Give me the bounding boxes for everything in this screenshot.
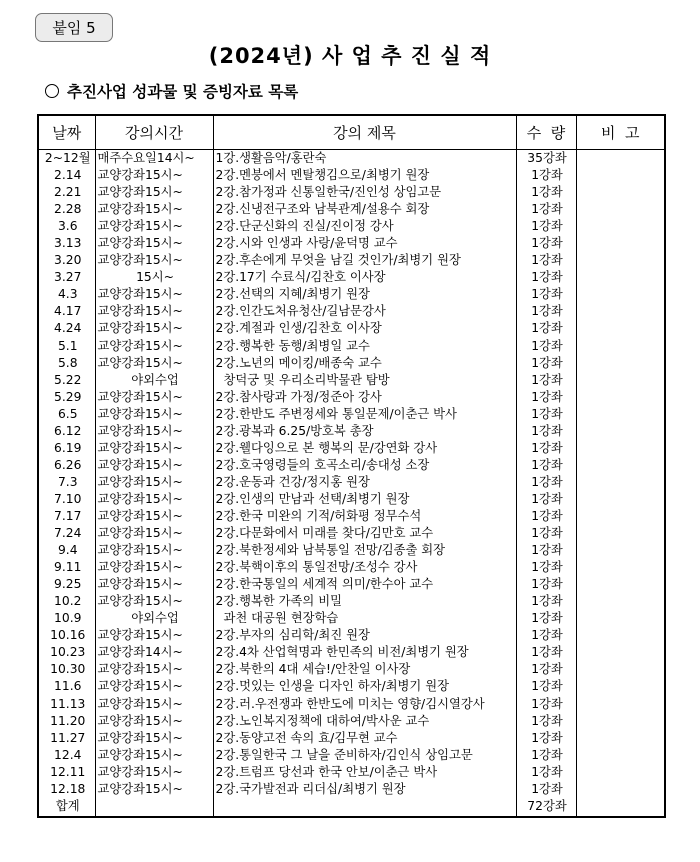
qty-cell: 1강좌 [516,644,576,661]
time-cell: 야외수업 [95,610,213,627]
table-row [38,269,665,286]
table-row [38,713,665,730]
lecture-cell: 2강.부자의 심리학/최진 원장 [213,627,516,644]
time-cell: 교양강좌15시~ [95,355,213,372]
table-row [38,747,665,764]
circle-bullet-icon [45,84,59,98]
qty-cell: 1강좌 [516,457,576,474]
note-cell [576,355,665,372]
table-row [38,576,665,593]
time-cell: 교양강좌15시~ [95,201,213,218]
qty-cell: 1강좌 [516,696,576,713]
table-row [38,167,665,184]
time-cell: 교양강좌15시~ [95,457,213,474]
qty-cell: 1강좌 [516,713,576,730]
time-cell: 15시~ [95,269,213,286]
date-cell: 7.24 [38,525,95,542]
table-row [38,150,665,168]
page-title: (2024년) 사 업 추 진 실 적 [208,44,492,68]
note-cell [576,730,665,747]
qty-cell: 1강좌 [516,747,576,764]
lecture-cell: 2강.웰다잉으로 본 행복의 문/강연화 강사 [213,440,516,457]
qty-cell: 1강좌 [516,542,576,559]
table-row [38,542,665,559]
qty-cell: 1강좌 [516,338,576,355]
time-cell: 매주수요일14시~ [95,150,213,168]
qty-cell: 1강좌 [516,764,576,781]
time-cell: 교양강좌15시~ [95,696,213,713]
qty-cell: 1강좌 [516,218,576,235]
note-cell [576,320,665,337]
note-cell [576,525,665,542]
date-cell: 6.19 [38,440,95,457]
date-cell: 4.24 [38,320,95,337]
note-cell [576,167,665,184]
col-header-date: 날짜 [38,115,95,150]
time-cell: 교양강좌15시~ [95,508,213,525]
date-cell: 10.16 [38,627,95,644]
date-cell: 11.13 [38,696,95,713]
lecture-cell: 2강.광복과 6.25/방호복 총장 [213,423,516,440]
time-cell: 교양강좌15시~ [95,286,213,303]
qty-cell: 1강좌 [516,576,576,593]
lecture-cell: 2강.트럼프 당선과 한국 안보/이춘근 박사 [213,764,516,781]
col-header-lecture: 강의 제목 [213,115,516,150]
note-cell [576,252,665,269]
note-cell [576,678,665,695]
note-cell [576,269,665,286]
table-row [38,661,665,678]
time-cell: 교양강좌15시~ [95,218,213,235]
date-cell: 12.4 [38,747,95,764]
note-cell [576,508,665,525]
date-cell: 7.17 [38,508,95,525]
table-row [38,525,665,542]
table-row [38,440,665,457]
qty-cell: 1강좌 [516,320,576,337]
date-cell: 6.26 [38,457,95,474]
date-cell: 7.3 [38,474,95,491]
date-cell: 11.20 [38,713,95,730]
note-cell [576,696,665,713]
date-cell: 7.10 [38,491,95,508]
qty-cell: 1강좌 [516,389,576,406]
qty-cell: 1강좌 [516,508,576,525]
lecture-cell: 2강.멋있는 인생을 디자인 하자/최병기 원장 [213,678,516,695]
time-cell: 교양강좌15시~ [95,184,213,201]
lecture-cell: 2강.러.우전쟁과 한반도에 미치는 영향/김시열강사 [213,696,516,713]
time-cell: 교양강좌15시~ [95,474,213,491]
time-cell: 교양강좌15시~ [95,235,213,252]
col-header-qty: 수 량 [516,115,576,150]
note-cell [576,286,665,303]
note-cell [576,713,665,730]
lecture-cell: 2강.동양고전 속의 효/김무현 교수 [213,730,516,747]
table-row [38,355,665,372]
table-row [38,235,665,252]
total-note-cell [576,798,665,817]
note-cell [576,627,665,644]
note-cell [576,201,665,218]
table-row [38,678,665,695]
time-cell: 교양강좌15시~ [95,491,213,508]
date-cell: 2~12월 [38,150,95,168]
time-cell: 교양강좌15시~ [95,406,213,423]
table-row [38,593,665,610]
qty-cell: 1강좌 [516,593,576,610]
note-cell [576,218,665,235]
date-cell: 3.6 [38,218,95,235]
lecture-cell: 2강.행복한 가족의 비밀 [213,593,516,610]
date-cell: 4.17 [38,303,95,320]
lecture-cell: 2강.북핵이후의 통일전망/조성수 강사 [213,559,516,576]
note-cell [576,372,665,389]
lecture-cell: 2강.호국영령들의 호곡소리/송대성 소장 [213,457,516,474]
qty-cell: 1강좌 [516,525,576,542]
lecture-cell: 2강.북한정세와 남북통일 전망/김종출 회장 [213,542,516,559]
table-row [38,389,665,406]
date-cell: 10.2 [38,593,95,610]
table-row [38,644,665,661]
qty-cell: 1강좌 [516,252,576,269]
date-cell: 5.8 [38,355,95,372]
lecture-cell: 창덕궁 및 우리소리박물관 탐방 [213,372,516,389]
lecture-cell: 2강.한반도 주변정세와 통일문제/이춘근 박사 [213,406,516,423]
qty-cell: 1강좌 [516,355,576,372]
date-cell: 2.28 [38,201,95,218]
date-cell: 4.3 [38,286,95,303]
lecture-cell: 2강.노년의 메이킹/배종숙 교수 [213,355,516,372]
note-cell [576,457,665,474]
time-cell: 교양강좌15시~ [95,440,213,457]
time-cell: 교양강좌15시~ [95,167,213,184]
lecture-cell: 2강.다문화에서 미래를 찾다/김만호 교수 [213,525,516,542]
lecture-cell: 2강.4차 산업혁명과 한민족의 비전/최병기 원장 [213,644,516,661]
time-cell: 교양강좌15시~ [95,730,213,747]
date-cell: 9.4 [38,542,95,559]
time-cell: 교양강좌15시~ [95,678,213,695]
note-cell [576,440,665,457]
table-row [38,286,665,303]
lecture-cell: 2강.후손에게 무엇을 남길 것인가/최병기 원장 [213,252,516,269]
date-cell: 6.5 [38,406,95,423]
lecture-cell: 2강.참사랑과 가정/정준아 강사 [213,389,516,406]
table-row [38,491,665,508]
lecture-cell: 2강.운동과 건강/정지홍 원장 [213,474,516,491]
lecture-cell: 2강.국가발전과 리더십/최병기 원장 [213,781,516,798]
note-cell [576,389,665,406]
qty-cell: 1강좌 [516,184,576,201]
lecture-cell: 2강.단군신화의 진실/진이정 강사 [213,218,516,235]
table-row [38,696,665,713]
note-cell [576,474,665,491]
date-cell: 10.30 [38,661,95,678]
total-time-cell [95,798,213,817]
lecture-cell: 2강.17기 수료식/김찬호 이사장 [213,269,516,286]
total-row [38,798,665,817]
qty-cell: 1강좌 [516,269,576,286]
date-cell: 5.29 [38,389,95,406]
table-row [38,303,665,320]
table-row [38,781,665,798]
table-row [38,423,665,440]
date-cell: 12.11 [38,764,95,781]
total-label: 합계 [38,798,95,817]
date-cell: 9.11 [38,559,95,576]
qty-cell: 1강좌 [516,781,576,798]
note-cell [576,184,665,201]
attachment-badge: 붙임 5 [35,13,113,42]
lecture-cell: 과천 대공원 현장학습 [213,610,516,627]
time-cell: 교양강좌15시~ [95,542,213,559]
date-cell: 3.20 [38,252,95,269]
note-cell [576,661,665,678]
table-row [38,406,665,423]
table-row [38,610,665,627]
qty-cell: 1강좌 [516,167,576,184]
table-row [38,474,665,491]
date-cell: 11.6 [38,678,95,695]
table-row [38,201,665,218]
table-row [38,627,665,644]
qty-cell: 1강좌 [516,201,576,218]
table-row [38,218,665,235]
lecture-cell: 2강.한국통일의 세계적 의미/한수아 교수 [213,576,516,593]
time-cell: 야외수업 [95,372,213,389]
qty-cell: 1강좌 [516,491,576,508]
date-cell: 5.1 [38,338,95,355]
note-cell [576,559,665,576]
qty-cell: 1강좌 [516,627,576,644]
note-cell [576,542,665,559]
qty-cell: 35강좌 [516,150,576,168]
table-body [38,150,665,817]
note-cell [576,338,665,355]
time-cell: 교양강좌15시~ [95,559,213,576]
date-cell: 6.12 [38,423,95,440]
date-cell: 3.13 [38,235,95,252]
note-cell [576,747,665,764]
lecture-cell: 2강.계절과 인생/김찬호 이사장 [213,320,516,337]
qty-cell: 1강좌 [516,286,576,303]
qty-cell: 1강좌 [516,372,576,389]
time-cell: 교양강좌15시~ [95,320,213,337]
time-cell: 교양강좌15시~ [95,713,213,730]
time-cell: 교양강좌15시~ [95,252,213,269]
table-row [38,252,665,269]
lecture-cell: 1강.생활음악/홍란숙 [213,150,516,168]
col-header-note: 비 고 [576,115,665,150]
qty-cell: 1강좌 [516,610,576,627]
note-cell [576,491,665,508]
date-cell: 10.23 [38,644,95,661]
lecture-cell: 2강.북한의 4대 세습!/안찬일 이사장 [213,661,516,678]
table-row [38,320,665,337]
note-cell [576,781,665,798]
qty-cell: 1강좌 [516,440,576,457]
qty-cell: 1강좌 [516,730,576,747]
note-cell [576,610,665,627]
subtitle-text: 추진사업 성과물 및 증빙자료 목록 [67,83,299,101]
lecture-table [37,114,666,818]
table-row [38,184,665,201]
note-cell [576,406,665,423]
lecture-cell: 2강.시와 인생과 사랑/윤덕명 교수 [213,235,516,252]
lecture-cell: 2강.노인복지정책에 대하여/박사운 교수 [213,713,516,730]
col-header-time: 강의시간 [95,115,213,150]
lecture-cell: 2강.통일한국 그 날을 준비하자/김인식 상임고문 [213,747,516,764]
lecture-cell: 2강.인간도처유청산/길남문강사 [213,303,516,320]
date-cell: 5.22 [38,372,95,389]
qty-cell: 1강좌 [516,678,576,695]
time-cell: 교양강좌15시~ [95,593,213,610]
note-cell [576,764,665,781]
section-subtitle [45,80,298,102]
note-cell [576,644,665,661]
qty-cell: 1강좌 [516,235,576,252]
note-cell [576,150,665,168]
time-cell: 교양강좌15시~ [95,389,213,406]
qty-cell: 1강좌 [516,423,576,440]
total-qty: 72강좌 [516,798,576,817]
lecture-cell: 2강.선택의 지혜/최병기 원장 [213,286,516,303]
date-cell: 2.21 [38,184,95,201]
time-cell: 교양강좌14시~ [95,644,213,661]
time-cell: 교양강좌15시~ [95,338,213,355]
date-cell: 2.14 [38,167,95,184]
table-header-row [38,115,665,150]
table-row [38,559,665,576]
note-cell [576,423,665,440]
date-cell: 10.9 [38,610,95,627]
note-cell [576,303,665,320]
note-cell [576,593,665,610]
table-row [38,338,665,355]
time-cell: 교양강좌15시~ [95,525,213,542]
time-cell: 교양강좌15시~ [95,764,213,781]
lecture-cell: 2강.행복한 동행/최병일 교수 [213,338,516,355]
lecture-cell: 2강.한국 미완의 기적/허화평 정무수석 [213,508,516,525]
note-cell [576,576,665,593]
table-row [38,508,665,525]
table-row [38,457,665,474]
table-row [38,764,665,781]
time-cell: 교양강좌15시~ [95,576,213,593]
time-cell: 교양강좌15시~ [95,627,213,644]
time-cell: 교양강좌15시~ [95,781,213,798]
lecture-cell: 2강.인생의 만남과 선택/최병기 원장 [213,491,516,508]
lecture-cell: 2강.멘붕에서 멘탈챙김으로/최병기 원장 [213,167,516,184]
lecture-cell: 2강.신냉전구조와 남북관계/설용수 회장 [213,201,516,218]
date-cell: 9.25 [38,576,95,593]
table-row [38,730,665,747]
total-lecture-cell [213,798,516,817]
date-cell: 11.27 [38,730,95,747]
time-cell: 교양강좌15시~ [95,747,213,764]
qty-cell: 1강좌 [516,474,576,491]
date-cell: 12.18 [38,781,95,798]
note-cell [576,235,665,252]
qty-cell: 1강좌 [516,661,576,678]
qty-cell: 1강좌 [516,303,576,320]
time-cell: 교양강좌15시~ [95,423,213,440]
table-row [38,372,665,389]
time-cell: 교양강좌15시~ [95,661,213,678]
date-cell: 3.27 [38,269,95,286]
lecture-cell: 2강.참가정과 신통일한국/진인성 상임고문 [213,184,516,201]
qty-cell: 1강좌 [516,406,576,423]
qty-cell: 1강좌 [516,559,576,576]
time-cell: 교양강좌15시~ [95,303,213,320]
